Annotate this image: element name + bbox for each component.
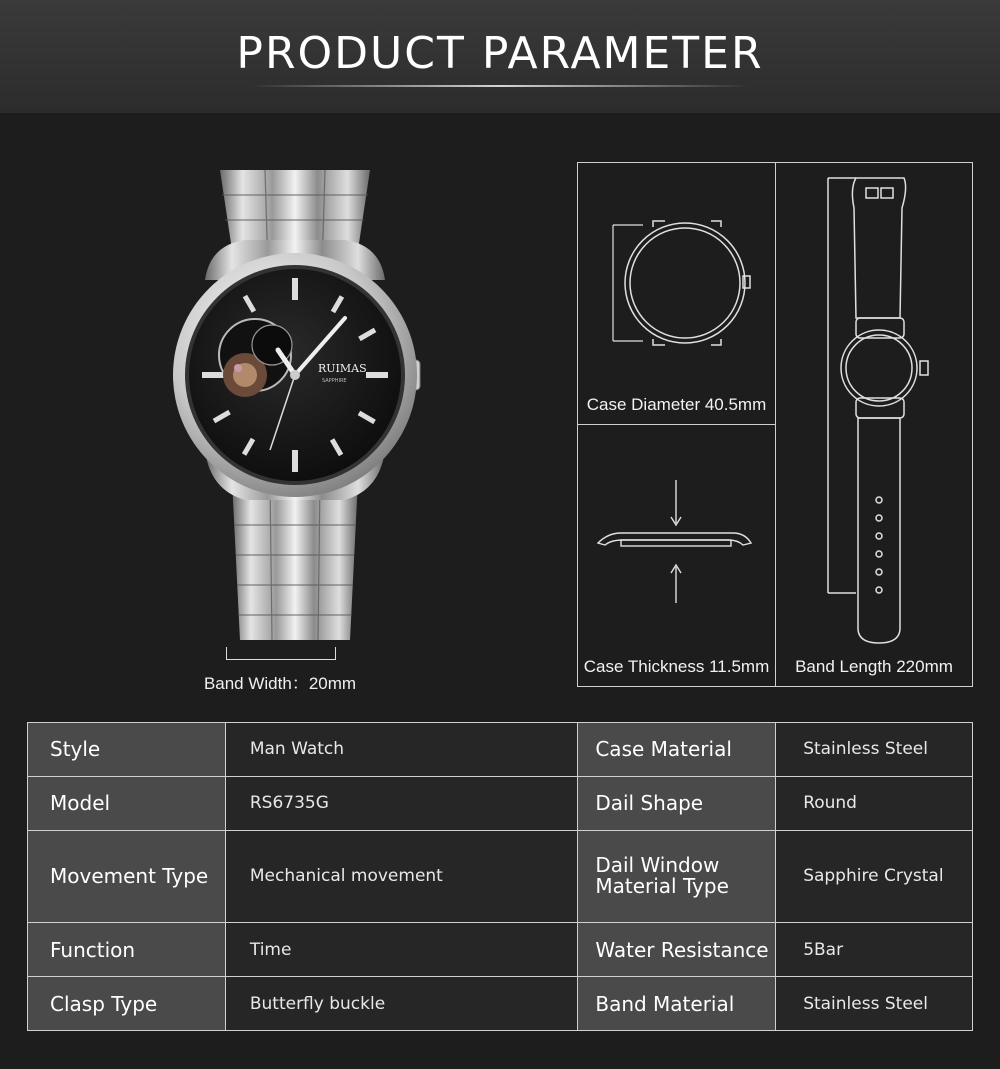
table-row — [28, 923, 973, 977]
spec-value: Stainless Steel — [776, 977, 973, 1031]
table-row — [28, 830, 973, 923]
band-length-label: Band Length 220mm — [795, 657, 953, 676]
spec-label: Clasp Type — [28, 977, 226, 1031]
spec-value: RS6735G — [225, 776, 578, 830]
spec-value: Man Watch — [225, 723, 578, 777]
page-title: PRODUCT PARAMETER — [236, 28, 764, 79]
watch-brand-text: RUIMAS — [318, 362, 367, 375]
spec-value: 5Bar — [776, 923, 973, 977]
spec-label: Style — [28, 723, 226, 777]
case-thickness-label: Case Thickness 11.5mm — [583, 657, 770, 676]
case-diameter-panel — [577, 162, 776, 425]
spec-label: Model — [28, 776, 226, 830]
case-thickness-diagram — [593, 475, 763, 615]
spec-label: Movement Type — [28, 830, 226, 923]
band-length-panel — [775, 162, 973, 687]
title-underline — [250, 85, 750, 87]
case-diameter-diagram — [603, 213, 763, 353]
spec-value: Time — [225, 923, 578, 977]
table-row — [28, 977, 973, 1031]
spec-value: Stainless Steel — [776, 723, 973, 777]
spec-label: Dail Window Material Type — [578, 830, 776, 923]
table-row — [28, 723, 973, 777]
case-diameter-label: Case Diameter 40.5mm — [586, 395, 767, 414]
spec-label: Dail Shape — [578, 776, 776, 830]
spec-value: Round — [776, 776, 973, 830]
spec-value: Butterfly buckle — [225, 977, 578, 1031]
spec-table — [27, 722, 973, 1031]
band-width-indicator — [226, 647, 336, 660]
spec-label: Function — [28, 923, 226, 977]
spec-value: Sapphire Crystal — [776, 830, 973, 923]
table-row — [28, 776, 973, 830]
header-banner — [0, 0, 1000, 113]
band-length-diagram — [806, 168, 966, 658]
spec-label: Water Resistance — [578, 923, 776, 977]
band-width-label: Band Width：20mm — [203, 674, 357, 693]
spec-label: Case Material — [578, 723, 776, 777]
spec-value: Mechanical movement — [225, 830, 578, 923]
watch-product-image — [150, 160, 440, 650]
case-thickness-panel — [577, 424, 776, 687]
watch-sub-text: SAPPHIRE — [322, 378, 347, 384]
spec-label: Band Material — [578, 977, 776, 1031]
